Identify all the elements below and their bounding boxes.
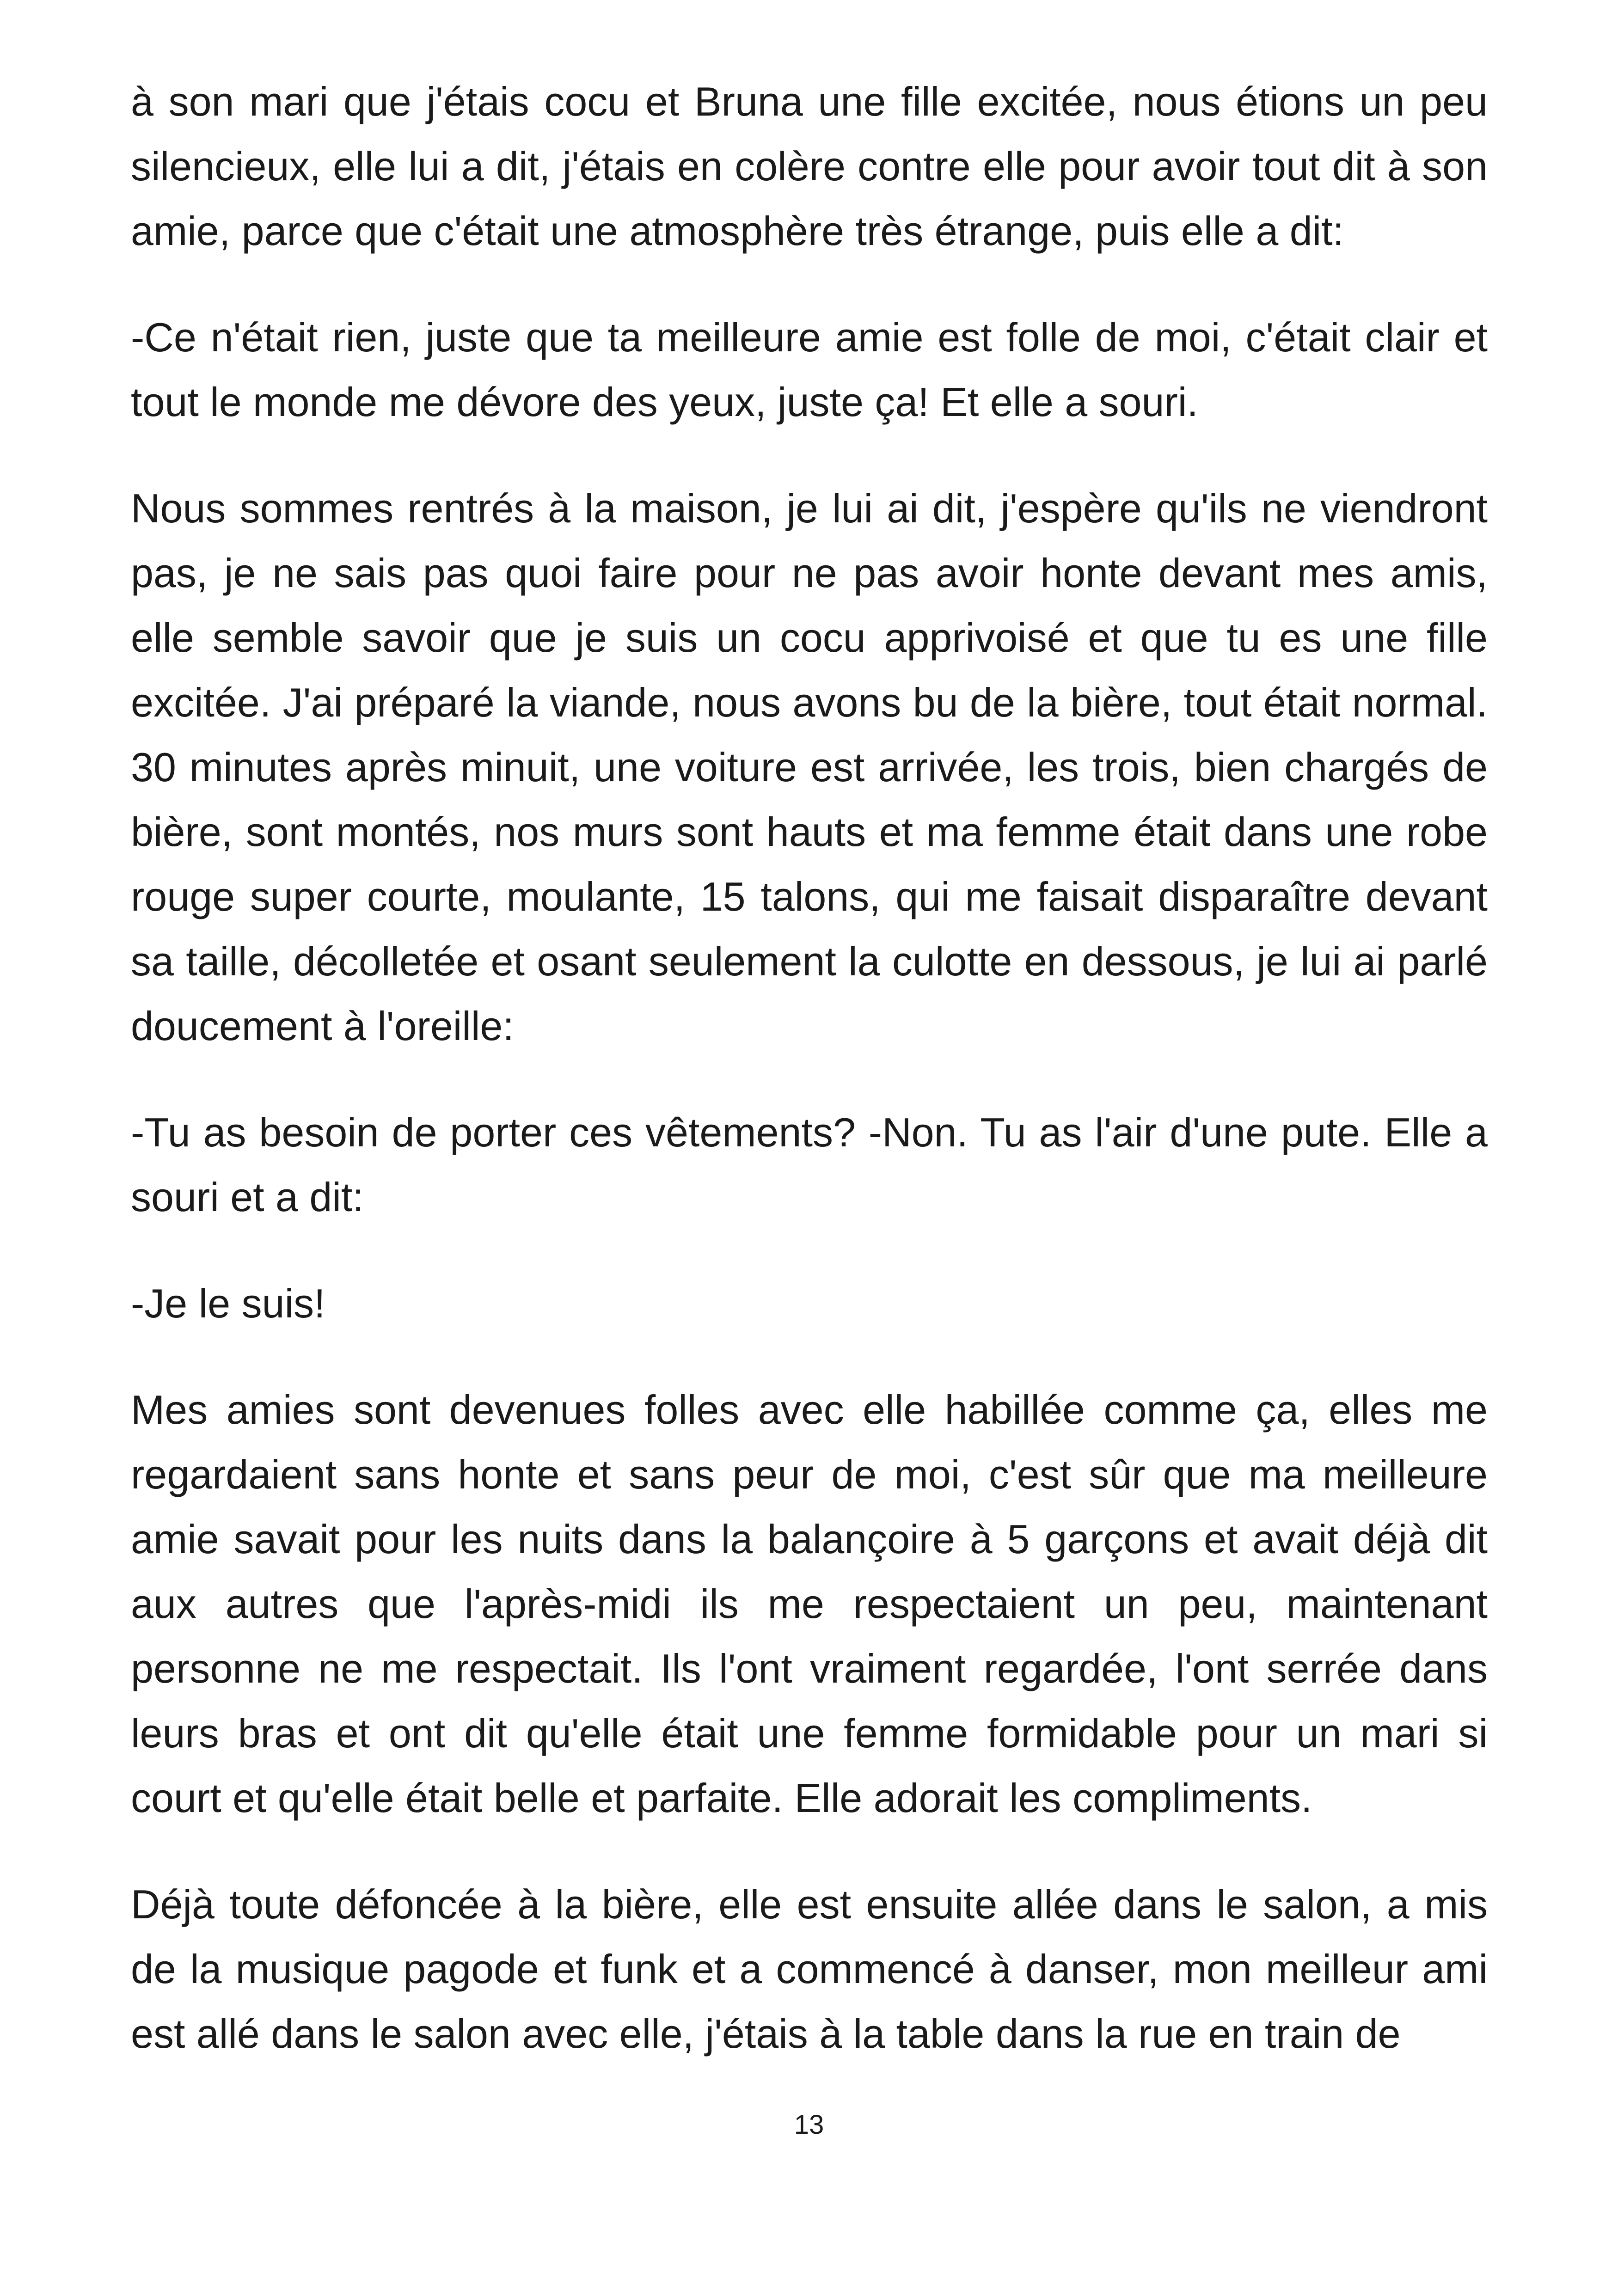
paragraph: Mes amies sont devenues folles avec elle habillée comme ça, elles me regardaient sans honte et sans peur de moi, c'est sûr que ma meilleure amie savait pour les nuits dans la balançoire à 5 garçons et avait déjà dit aux autres que l'après-midi ils me respectaient un peu, maintenant personne ne me respectait. Ils l'ont vraiment regardée, l'ont serrée dans leurs bras et ont dit qu'elle était une femme formidable pour un mari si court et qu'elle était belle et parfaite. Elle adorait les compliments. — [131, 1387, 1488, 1821]
paragraph: -Tu as besoin de porter ces vêtements? -Non. Tu as l'air d'une pute. Elle a souri et a dit: — [131, 1109, 1488, 1220]
paragraph: -Ce n'était rien, juste que ta meilleure amie est folle de moi, c'était clair et tout le monde me dévore des yeux, juste ça! Et elle a souri. — [131, 314, 1488, 425]
page-number: 13 — [794, 2110, 824, 2140]
paragraph: -Je le suis! — [131, 1280, 325, 1326]
paragraph: à son mari que j'étais cocu et Bruna une fille excitée, nous étions un peu silencieux, elle lui a dit, j'étais en colère contre elle pour avoir tout dit à son amie, parce que c'était une atmosphère très étrange, puis elle a dit: — [131, 79, 1488, 254]
body-text — [131, 69, 1488, 2108]
paragraph: Nous sommes rentrés à la maison, je lui ai dit, j'espère qu'ils ne viendront pas, je ne sais pas quoi faire pour ne pas avoir honte devant mes amis, elle semble savoir que je suis un cocu apprivoisé et que tu es une fille excitée. J'ai préparé la viande, nous avons bu de la bière, tout était normal. 30 minutes après minuit, une voiture est arrivée, les trois, bien chargés de bière, sont montés, nos murs sont hauts et ma femme était dans une robe rouge super courte, moulante, 15 talons, qui me faisait disparaître devant sa taille, décolletée et osant seulement la culotte en dessous, je lui ai parlé doucement à l'oreille: — [131, 485, 1488, 1049]
paragraph: Déjà toute défoncée à la bière, elle est ensuite allée dans le salon, a mis de la musique pagode et funk et a commencé à danser, mon meilleur ami est allé dans le salon avec elle, j'étais à la table dans la rue en train de — [131, 1881, 1488, 2057]
